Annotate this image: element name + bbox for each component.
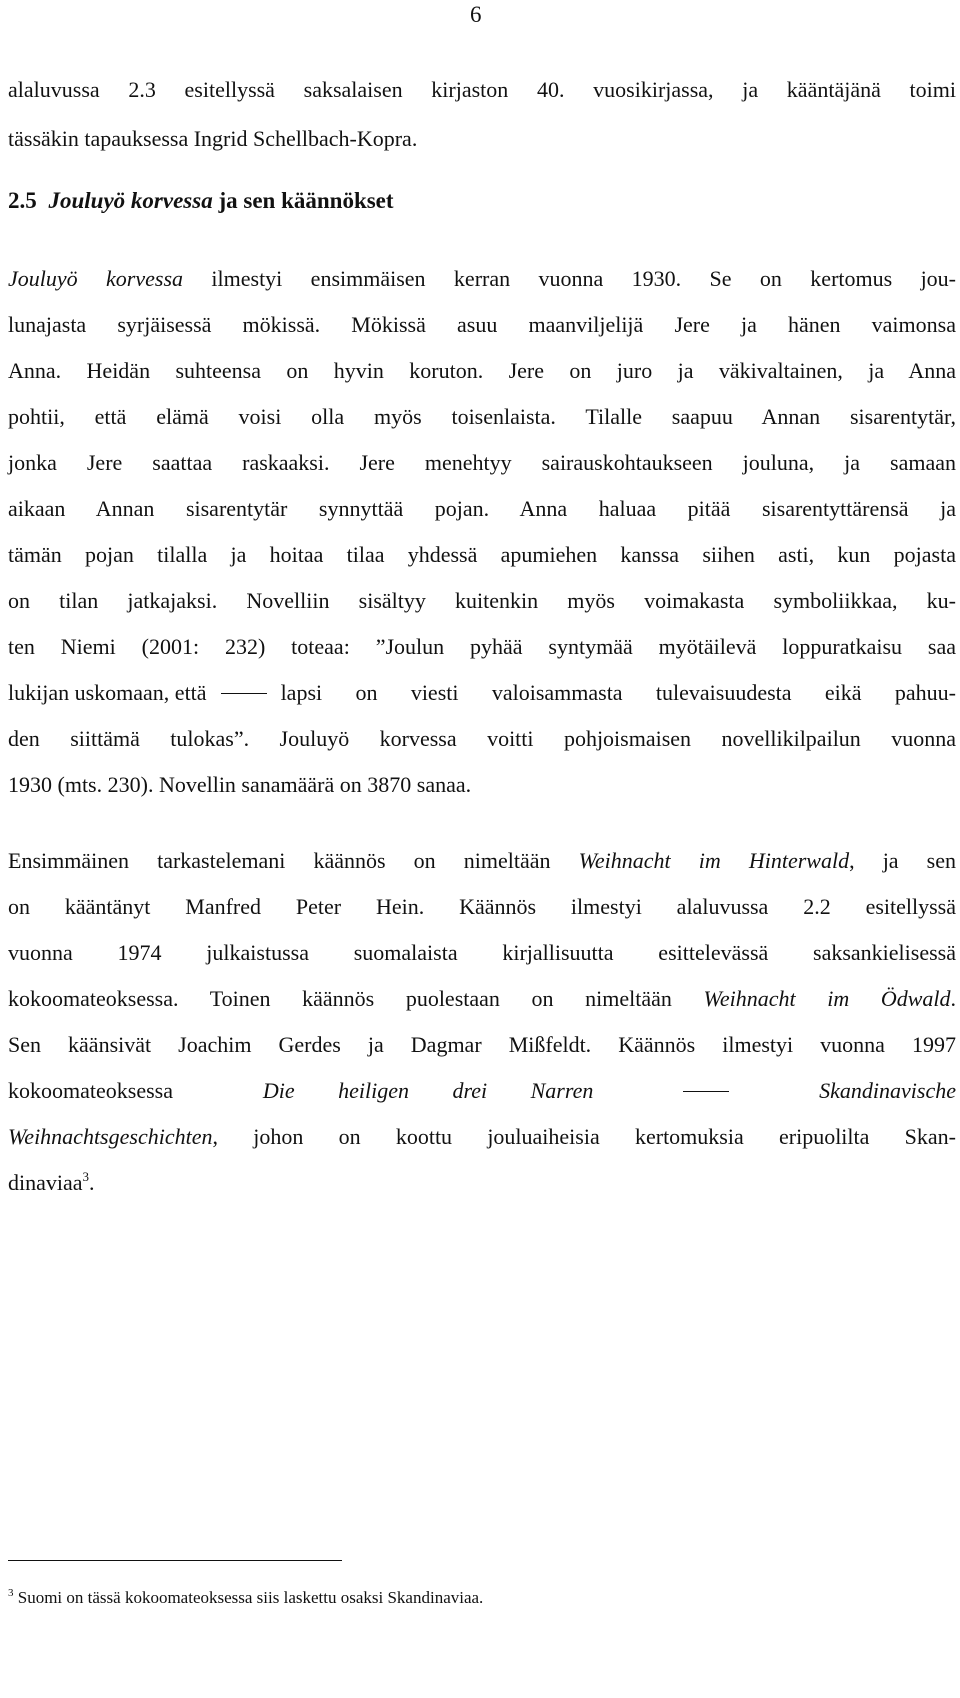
work-title: Weihnacht im Hinterwald <box>578 848 850 873</box>
footnote-reference[interactable]: 3 <box>82 1169 90 1184</box>
body-text-line <box>8 1078 956 1104</box>
body-text-line: on tilan jatkajaksi. Novelliin sisältyy kuitenkin myös voimakasta symboliikkaa, ku- <box>8 588 956 613</box>
section-heading <box>8 188 394 214</box>
body-text-line: tässäkin tapauksessa Ingrid Schellbach-Kopra. <box>8 126 418 151</box>
footnote-marker: 3 <box>8 1587 14 1599</box>
body-text-line: tämän pojan tilalla ja hoitaa tilaa yhdessä apumiehen kanssa siihen asti, kun pojasta <box>8 542 956 567</box>
footnote-separator <box>8 1560 342 1561</box>
body-text-line: pohtii, että elämä voisi olla myös toisenlaista. Tilalle saapuu Annan sisarentytär, <box>8 404 956 429</box>
line-text: , johon on koottu jouluaiheisia kertomuksia eripuolilta Skan- <box>212 1124 956 1149</box>
body-text-line: aikaan Annan sisarentytär synnyttää pojan. Anna haluaa pitää sisarentyttärensä ja <box>8 496 956 521</box>
body-text-line: lunajasta syrjäisessä mökissä. Mökissä asuu maanviljelijä Jere ja hänen vaimonsa <box>8 312 956 337</box>
body-text-line: jonka Jere saattaa raskaaksi. Jere menehtyy sairauskohtaukseen jouluna, ja samaan <box>8 450 956 475</box>
page-number: 6 <box>470 2 482 27</box>
em-dash <box>683 1091 729 1092</box>
body-text-line <box>8 848 956 874</box>
line-text: dinaviaa <box>8 1170 83 1195</box>
body-text-line: Anna. Heidän suhteensa on hyvin koruton. Jere on juro ja väkivaltainen, ja Anna <box>8 358 956 383</box>
body-text-line <box>8 1170 95 1196</box>
work-title: Jouluyö korvessa <box>8 266 184 291</box>
line-text: ilmestyi ensimmäisen kerran vuonna 1930. Se on kertomus jou- <box>183 266 957 291</box>
body-text-line: on kääntänyt Manfred Peter Hein. Käännös ilmestyi alaluvussa 2.2 esitellyssä <box>8 894 956 919</box>
section-title-rest: ja sen käännökset <box>218 188 394 213</box>
work-title: Weihnacht im Ödwald <box>703 986 951 1011</box>
line-text: , ja sen <box>849 848 956 873</box>
work-title <box>263 1078 594 1104</box>
work-title: Skandinavische <box>819 1078 956 1103</box>
work-title-word: Die heiligen drei Narren <box>262 1078 594 1103</box>
footnote-text: Suomi on tässä kokoomateoksessa siis laskettu osaksi Skandinaviaa. <box>17 1588 484 1607</box>
line-text: kokoomateoksessa <box>8 1078 173 1103</box>
line-text: Ensimmäinen tarkastelemani käännös on nimeltään <box>8 848 579 873</box>
line-text: . <box>89 1170 95 1195</box>
body-text-line <box>8 986 956 1012</box>
work-title: Weihnachtsgeschichten <box>8 1124 213 1149</box>
section-number: 2.5 <box>8 188 37 213</box>
line-text: . <box>950 986 956 1011</box>
body-text-line: Sen käänsivät Joachim Gerdes ja Dagmar Mißfeldt. Käännös ilmestyi vuonna 1997 <box>8 1032 956 1057</box>
line-text: kokoomateoksessa. Toinen käännös puolestaan on nimeltään <box>8 986 704 1011</box>
body-text-line <box>8 266 956 292</box>
body-text-line: den siittämä tulokas”. Jouluyö korvessa voitti pohjoismaisen novellikilpailun vuonna <box>8 726 956 751</box>
body-text-line: 1930 (mts. 230). Novellin sanamäärä on 3870 sanaa. <box>8 772 472 797</box>
em-dash <box>221 693 267 694</box>
body-text-line <box>8 680 956 706</box>
body-text-line: alaluvussa 2.3 esitellyssä saksalaisen kirjaston 40. vuosikirjassa, ja kääntäjänä toimi <box>8 77 956 102</box>
footnote <box>8 1588 483 1608</box>
section-title-italic: Jouluyö korvessa <box>48 188 213 213</box>
body-text-line: vuonna 1974 julkaistussa suomalaista kirjallisuutta esittelevässä saksankielisessä <box>8 940 956 965</box>
line-text: lukijan uskomaan, että <box>8 680 207 705</box>
line-text: lapsi on viesti valoisammasta tulevaisuudesta eikä pahuu- <box>280 680 956 705</box>
body-text-line: ten Niemi (2001: 232) toteaa: ”Joulun pyhää syntymää myötäilevä loppuratkaisu saa <box>8 634 956 659</box>
body-text-line <box>8 1124 956 1150</box>
